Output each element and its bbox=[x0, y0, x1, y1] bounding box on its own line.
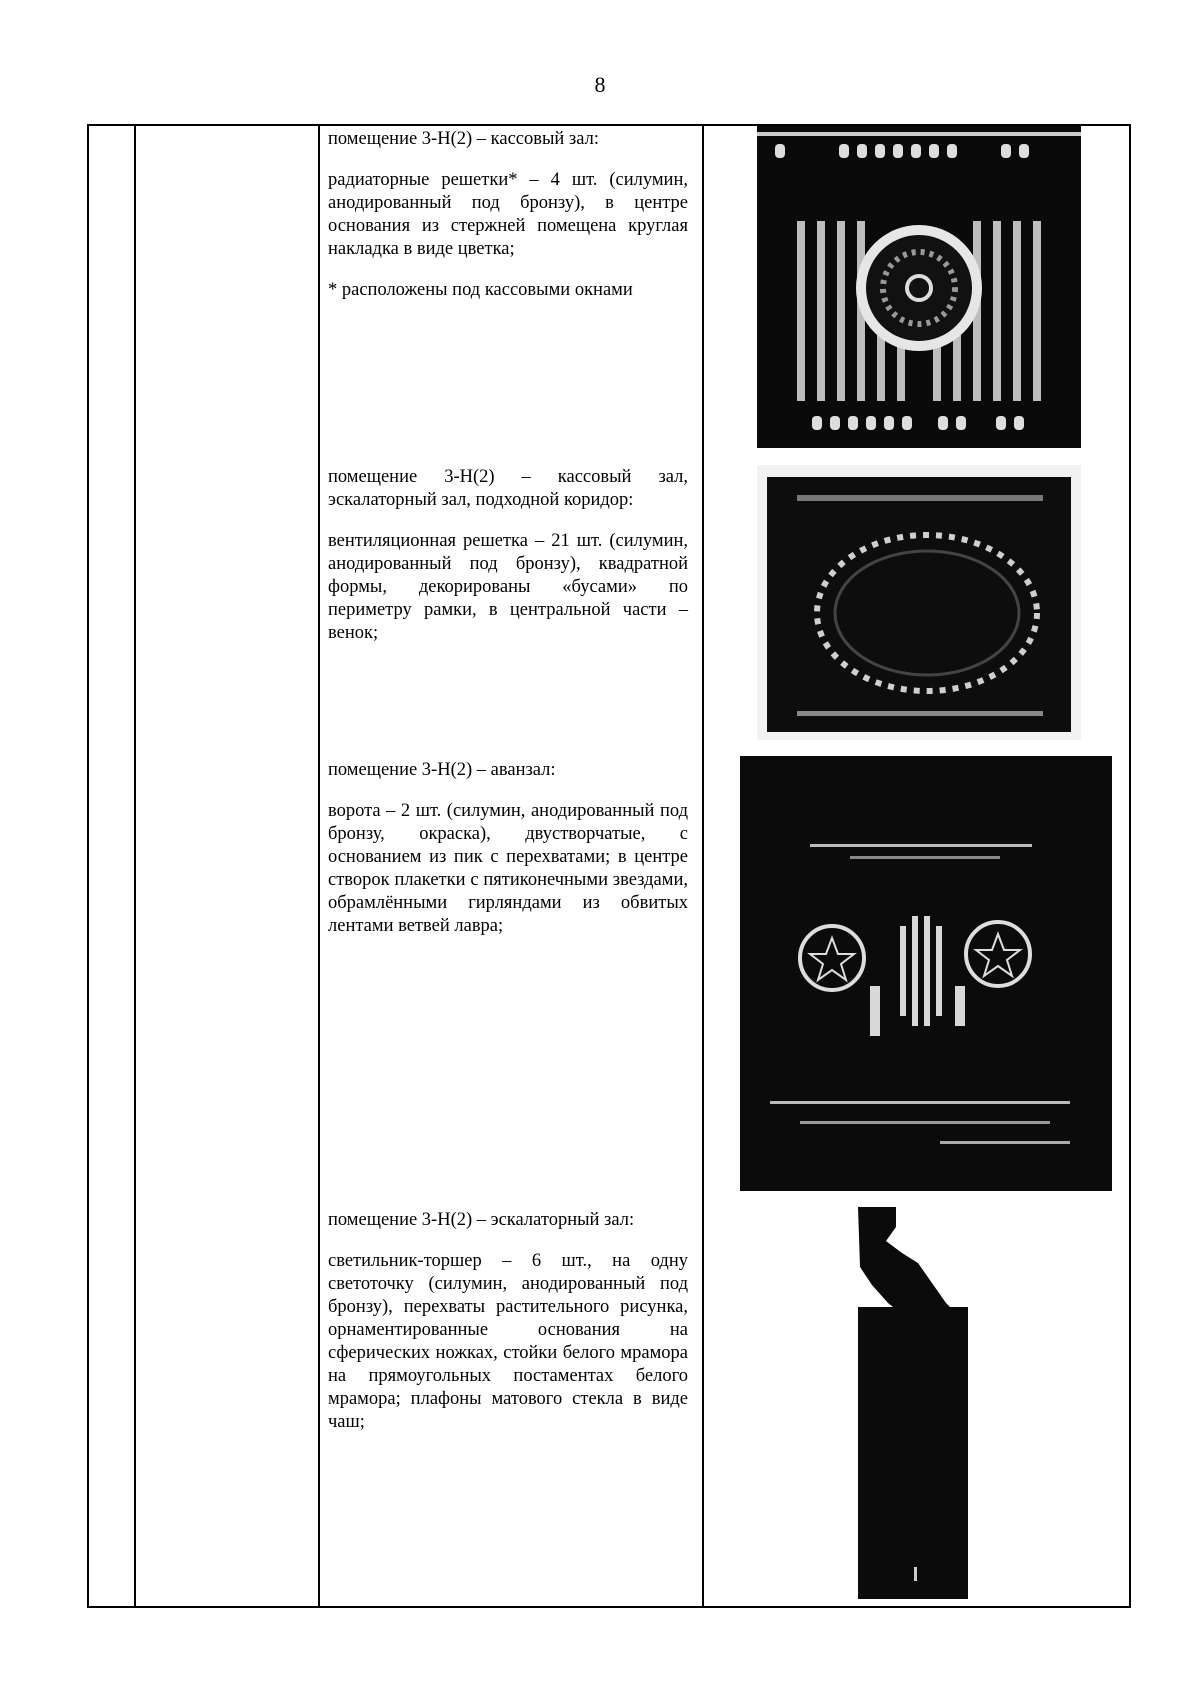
floor-lamp-photo bbox=[858, 1207, 984, 1599]
room-label: помещение 3-Н(2) – кассовый зал: bbox=[328, 129, 599, 149]
entry-gates bbox=[328, 759, 688, 956]
item-description: вентиляционная решетка – 21 шт. (силумин, анодированный под бронзу), квадратной формы, декорированы «бусами» по периметру рамки, в центральной части – венок; bbox=[328, 531, 688, 643]
item-description: ворота – 2 шт. (силумин, анодированный под бронзу, окраска), двустворчатые, с основанием из пик с перехватами; в центре створок плакетки с пятиконечными звездами, обрамлёнными гирляндами из обвитых лентами ветвей лавра; bbox=[328, 801, 688, 936]
column-divider bbox=[702, 126, 704, 1606]
item-description: светильник-торшер – 6 шт., на одну светоточку (силумин, анодированный под бронзу), перехваты растительного рисунка, орнаментированные основания на сферических ножках, стойки белого мрамора на прямоугольных постаментах белого мрамора; плафоны матового стекла в виде чаш; bbox=[328, 1251, 688, 1432]
room-label: помещение 3-Н(2) – кассовый зал, эскалаторный зал, подходной коридор: bbox=[328, 467, 688, 510]
entry-ventilation-grille bbox=[328, 466, 688, 663]
column-divider bbox=[134, 126, 136, 1606]
column-divider bbox=[318, 126, 320, 1606]
room-label: помещение 3-Н(2) – эскалаторный зал: bbox=[328, 1210, 635, 1230]
gates-photo bbox=[740, 756, 1112, 1191]
room-label: помещение 3-Н(2) – аванзал: bbox=[328, 760, 556, 780]
ventilation-grille-photo bbox=[757, 465, 1081, 740]
entry-radiator-grilles bbox=[328, 128, 688, 320]
radiator-grille-photo bbox=[757, 126, 1081, 448]
page-number: 8 bbox=[594, 72, 606, 97]
entry-floor-lamp bbox=[328, 1209, 688, 1452]
footnote: * расположены под кассовыми окнами bbox=[328, 280, 633, 300]
item-description: радиаторные решетки* – 4 шт. (силумин, анодированный под бронзу), в центре основания из стержней помещена круглая накладка в виде цветка; bbox=[328, 170, 688, 259]
